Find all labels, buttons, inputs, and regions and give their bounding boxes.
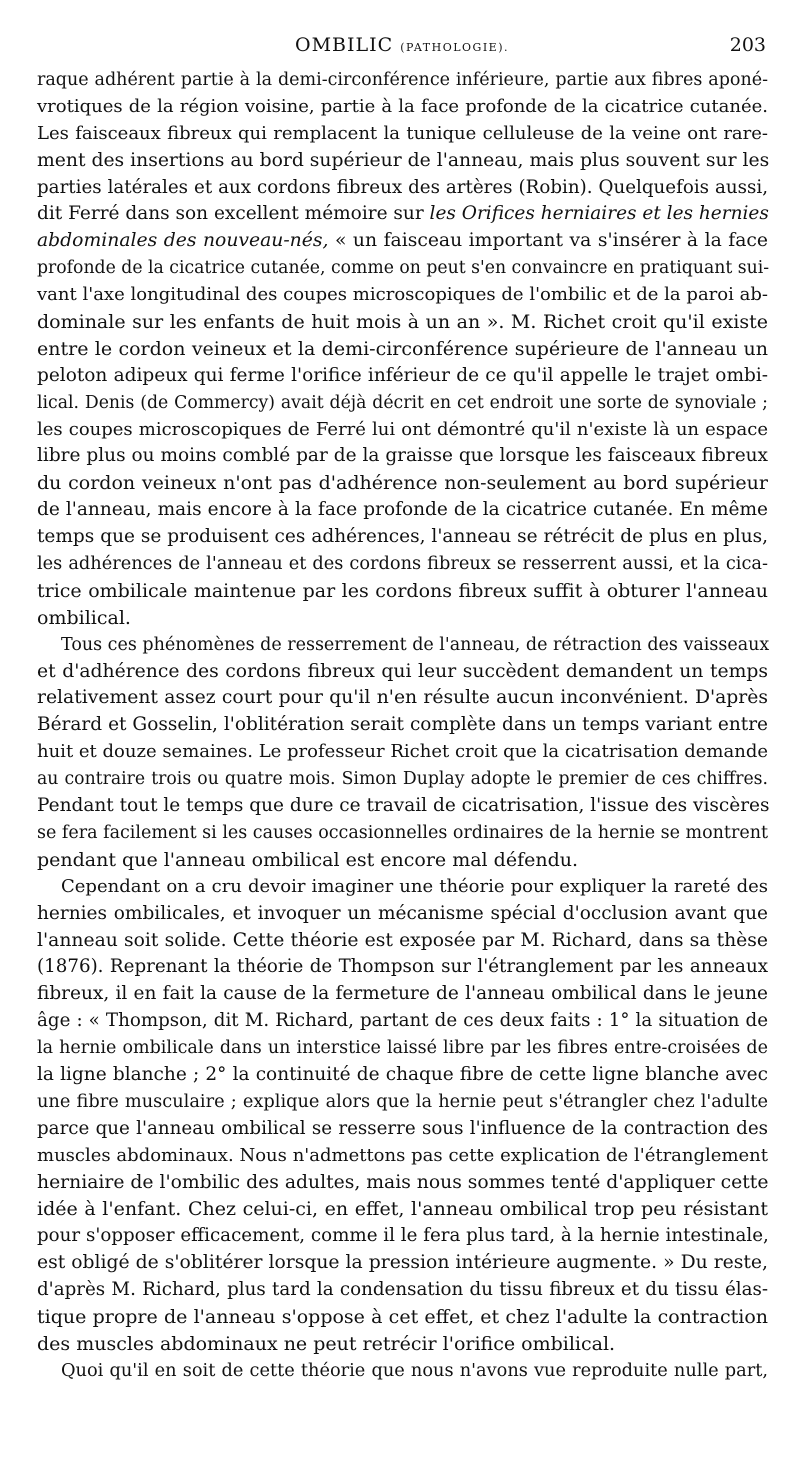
text-line: Cependant on a cru devoir imaginer une théorie pour expliquer la rareté des bbox=[61, 875, 768, 897]
text-line: Bérard et Gosselin, l'oblitération serait complète dans un temps variant entre bbox=[37, 714, 768, 736]
text-line: Tous ces phénomènes de resserrement de l'anneau, de rétraction des vaisseaux bbox=[61, 634, 770, 655]
text-line: (1876). Reprenant la théorie de Thompson sur l'étranglement par les anneaux bbox=[37, 956, 768, 978]
text-line: profonde de la cicatrice cutanée, comme on peut s'en convaincre en pratiquant sui- bbox=[37, 258, 770, 279]
text-line: les adhérences de l'anneau et des cordons fibreux se resserrent aussi, et la cica- bbox=[37, 554, 768, 575]
text-line: relativement assez court pour qu'il n'en résulte aucun inconvénient. D'après bbox=[37, 687, 768, 709]
text-line: est obligé de s'oblitérer lorsque la pression intérieure augmente. » Du reste, bbox=[37, 1252, 768, 1274]
text-line: ombilical. bbox=[37, 606, 131, 629]
running-head-title bbox=[36, 32, 768, 61]
text-line: muscles abdominaux. Nous n'admettons pas cette explication de l'étranglement bbox=[37, 1144, 768, 1166]
text-line: du cordon veineux n'ont pas d'adhérence non-seulement au bord supérieur bbox=[37, 472, 768, 495]
text-line: l'anneau soit solide. Cette théorie est exposée par M. Richard, dans sa thèse bbox=[37, 929, 768, 951]
text-line bbox=[37, 228, 768, 255]
body-text bbox=[37, 67, 768, 1385]
text-line: raque adhérent partie à la demi-circonférence inférieure, partie aux fibres aponé- bbox=[37, 70, 768, 90]
text-line: entre le cordon veineux et la demi-circonférence supérieure de l'anneau un bbox=[37, 337, 768, 360]
italic-title: les Orifices herniaires et les hernies bbox=[429, 203, 769, 225]
paragraph bbox=[37, 67, 768, 632]
text-line: peloton adipeux qui ferme l'orifice inférieur de ce qu'il appelle le trajet ombi- bbox=[37, 364, 768, 386]
text-line: temps que se produisent ces adhérences, l'anneau se rétrécit de plus en plus, bbox=[37, 526, 768, 548]
text-line: ment des insertions au bord supérieur de l'anneau, mais plus souvent sur les bbox=[37, 149, 770, 171]
head-section-text: (PATHOLOGIE). bbox=[400, 41, 509, 54]
paragraph bbox=[37, 874, 768, 1358]
text-line: et d'adhérence des cordons fibreux qui leur succèdent demandent un temps bbox=[37, 660, 768, 682]
text-line: trice ombilicale maintenue par les cordons fibreux suffit à obturer l'anneau bbox=[37, 579, 768, 602]
head-title-text: OMBILIC bbox=[295, 34, 394, 56]
text-line-part: dit Ferré dans son excellent mémoire sur bbox=[37, 203, 430, 225]
text-line: herniaire de l'ombilic des adultes, mais nous sommes tenté d'appliquer cette bbox=[37, 1171, 769, 1193]
text-line: la ligne blanche ; 2° la continuité de chaque fibre de cette ligne blanche avec bbox=[37, 1063, 768, 1085]
text-line: libre plus ou moins comblé par de la graisse que lorsque les faisceaux fibreux bbox=[37, 445, 768, 467]
text-line: vant l'axe longitudinal des coupes microscopiques de l'ombilic et de la paroi ab- bbox=[37, 284, 768, 306]
text-line-part: « un faisceau important va s'insérer à la face bbox=[328, 230, 768, 252]
text-line: âge : « Thompson, dit M. Richard, partant de ces deux faits : 1° la situation de bbox=[37, 1010, 768, 1032]
text-line: parce que l'anneau ombilical se resserre sous l'influence de la contraction des bbox=[37, 1117, 768, 1139]
page-number: 203 bbox=[729, 34, 766, 56]
text-line: parties latérales et aux cordons fibreux des artères (Robin). Quelquefois aussi, bbox=[37, 176, 768, 198]
text-line: Les faisceaux fibreux qui remplacent la tunique celluleuse de la veine ont rare- bbox=[37, 122, 768, 144]
paragraph bbox=[37, 1358, 768, 1385]
text-line: se fera facilement si les causes occasionnelles ordinaires de la hernie se montrent bbox=[37, 822, 768, 843]
text-line: Pendant tout le temps que dure ce travail de cicatrisation, l'issue des viscères bbox=[37, 795, 770, 817]
text-line: la hernie ombilicale dans un interstice laissé libre par les fibres entre-croisées de bbox=[37, 1038, 768, 1059]
text-line: pendant que l'anneau ombilical est encore mal défendu. bbox=[37, 848, 579, 871]
text-line: tique propre de l'anneau s'oppose à cet effet, et chez l'adulte la contraction bbox=[37, 1305, 768, 1328]
text-line: idée à l'enfant. Chez celui-ci, en effet, l'anneau ombilical trop peu résistant bbox=[37, 1198, 768, 1221]
text-line: pour s'opposer efficacement, comme il le fera plus tard, à la hernie intestinale, bbox=[37, 1225, 769, 1247]
text-line: hernies ombilicales, et invoquer un mécanisme spécial d'occlusion avant que bbox=[37, 902, 768, 924]
text-line: fibreux, il en fait la cause de la fermeture de l'anneau ombilical dans le jeune bbox=[37, 983, 768, 1005]
text-line: vrotiques de la région voisine, partie à la face profonde de la cicatrice cutanée. bbox=[37, 95, 768, 117]
text-line bbox=[37, 201, 768, 228]
text-line: huit et douze semaines. Le professeur Richet croit que la cicatrisation demande bbox=[37, 741, 768, 763]
italic-title: abdominales des nouveau-nés, bbox=[37, 230, 329, 252]
text-line: au contraire trois ou quatre mois. Simon Duplay adopte le premier de ces chiffres. bbox=[37, 769, 768, 790]
text-line: d'après M. Richard, plus tard la condensation du tissu fibreux et du tissu élas- bbox=[37, 1279, 768, 1301]
text-line: les coupes microscopiques de Ferré lui ont démontré qu'il n'existe là un espace bbox=[37, 418, 768, 440]
text-line: de l'anneau, mais encore à la face profonde de la cicatrice cutanée. En même bbox=[37, 499, 768, 521]
text-line: Quoi qu'il en soit de cette théorie que nous n'avons vue reproduite nulle part, bbox=[61, 1360, 768, 1381]
text-line: des muscles abdominaux ne peut retrécir l'orifice ombilical. bbox=[37, 1332, 616, 1355]
text-line: dominale sur les enfants de huit mois à un an ». M. Richet croit qu'il existe bbox=[37, 311, 768, 334]
text-line: une fibre musculaire ; explique alors que la hernie peut s'étrangler chez l'adulte bbox=[37, 1091, 768, 1112]
paragraph bbox=[37, 632, 768, 874]
text-line: lical. Denis (de Commercy) avait déjà décrit en cet endroit une sorte de synoviale ; bbox=[37, 392, 768, 413]
running-head bbox=[36, 32, 768, 58]
